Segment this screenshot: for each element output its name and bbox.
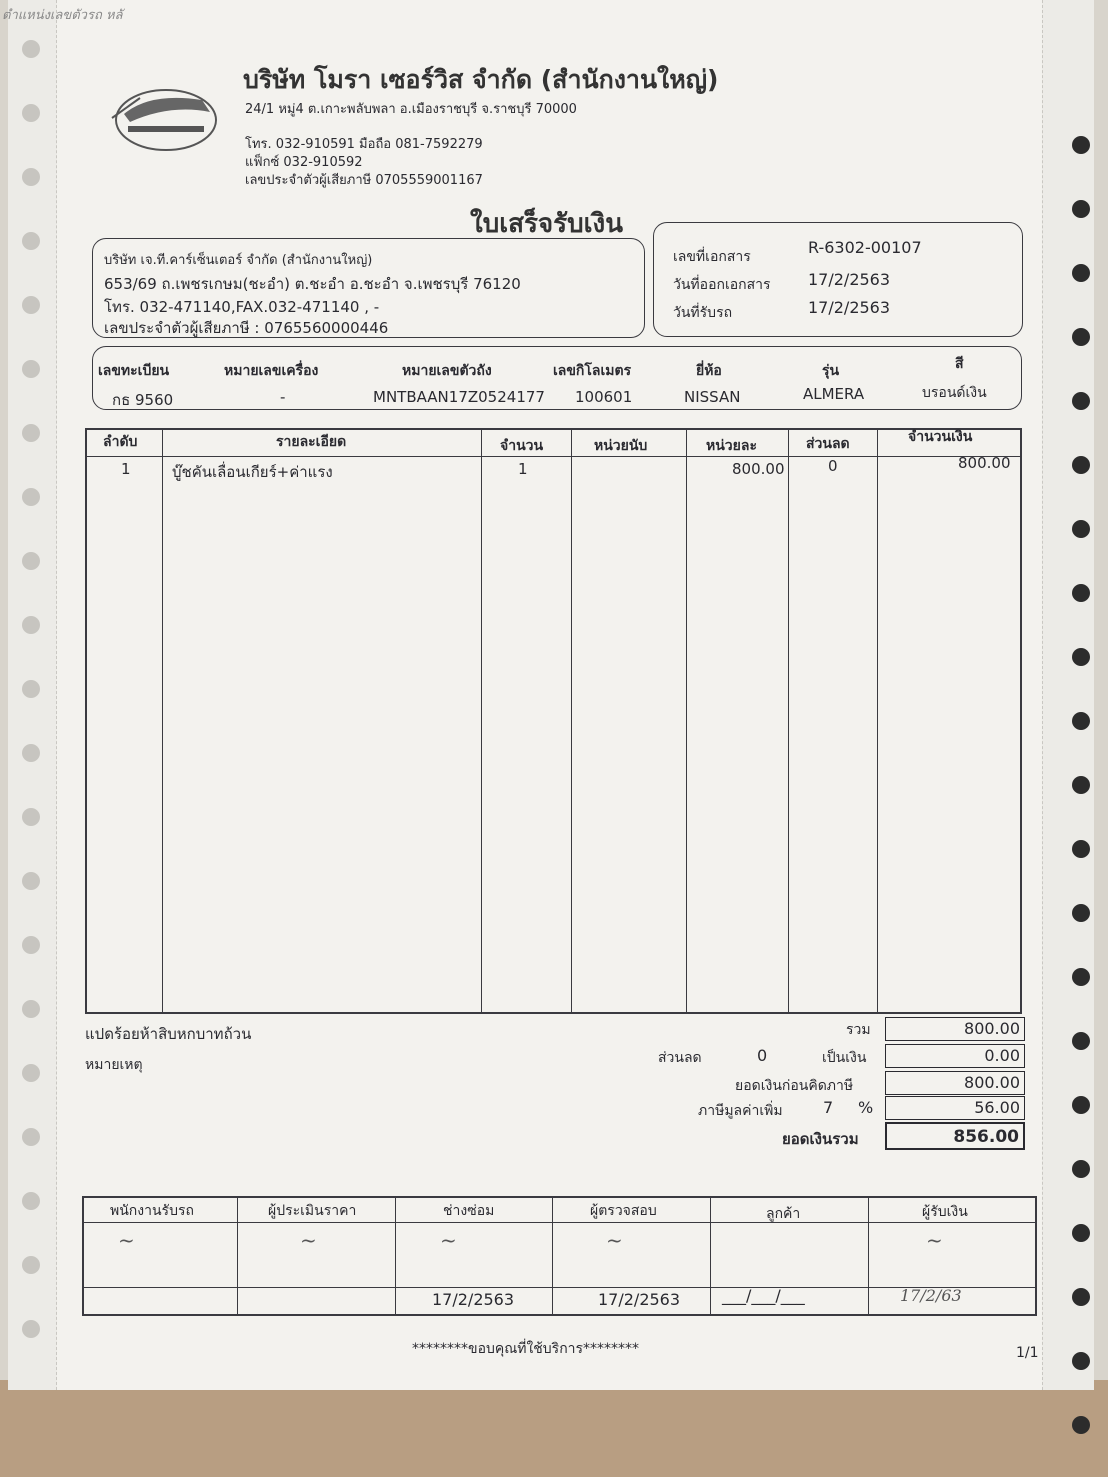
feed-hole-left [22,1192,40,1210]
feed-hole-right [1072,328,1090,346]
signature-estimator: ~ [300,1228,317,1252]
total-label: รวม [846,1022,871,1038]
issue-date-label: วันที่ออกเอกสาร [673,277,771,293]
vehicle-header-model: รุ่น [822,363,840,379]
feed-hole-right [1072,1096,1090,1114]
customer-tax-id: เลขประจำตัวผู้เสียภาษี : 0765560000446 [104,319,389,337]
vehicle-header-chassis: หมายเลขตัวถัง [402,363,492,379]
sig-header-cashier: ผู้รับเงิน [922,1204,968,1220]
feed-hole-right [1072,712,1090,730]
items-table [85,428,1022,1014]
item-discount: 0 [828,457,838,475]
sig-header-receiver: พนักงานรับรถ [110,1203,194,1219]
document-no: R-6302-00107 [808,238,922,257]
feed-hole-left [22,424,40,442]
feed-hole-left [22,232,40,250]
item-amount: 800.00 [958,454,1011,472]
col-header-unit-price: หน่วยละ [706,438,757,454]
document-title: ใบเสร็จรับเงิน [470,209,623,239]
feed-hole-right [1072,1224,1090,1242]
cash-value: 0.00 [885,1044,1025,1068]
vat-rate: 7 [823,1098,834,1117]
sig-header-estimator: ผู้ประเมินราคา [268,1203,357,1219]
feed-hole-left [22,936,40,954]
sig-date-mechanic: 17/2/2563 [432,1290,515,1309]
vat-label: ภาษีมูลค่าเพิ่ม [698,1103,783,1119]
vehicle-header-plate: เลขทะเบียน [98,363,170,379]
item-no: 1 [121,460,131,478]
signature-inspector: ~ [606,1228,623,1252]
feed-hole-left [22,40,40,58]
grand-total-label: ยอดเงินรวม [782,1130,859,1148]
vehicle-header-brand: ยี่ห้อ [696,363,722,379]
receive-date-label: วันที่รับรถ [673,305,733,321]
issue-date: 17/2/2563 [808,270,891,289]
feed-hole-left [22,744,40,762]
feed-hole-right [1072,264,1090,282]
feed-hole-right [1072,392,1090,410]
item-unit-price: 800.00 [732,460,785,478]
signature-mechanic: ~ [440,1228,457,1252]
feed-hole-right [1072,648,1090,666]
signature-table [82,1196,1037,1316]
company-logo [110,78,222,156]
sig-date-inspector: 17/2/2563 [598,1290,681,1309]
amount-in-words: แปดร้อยห้าสิบหกบาทถ้วน [85,1025,252,1043]
col-header-amount: จำนวนเงิน [908,429,973,445]
cash-label: เป็นเงิน [822,1050,867,1066]
item-description: บู๊ชคันเลื่อนเกียร์+ค่าแรง [172,463,333,481]
feed-hole-left [22,680,40,698]
col-header-discount: ส่วนลด [806,436,850,452]
feed-hole-left [22,552,40,570]
sig-date-customer: ___/___/___ [722,1286,805,1305]
customer-address: 653/69 ถ.เพชรเกษม(ชะอำ) ต.ชะอำ อ.ชะอำ จ.เพชรบุรี 76120 [104,275,521,293]
vat-value: 56.00 [885,1096,1025,1120]
sig-header-inspector: ผู้ตรวจสอบ [590,1203,657,1219]
vehicle-plate: กธ 9560 [112,391,174,409]
feed-hole-right [1072,584,1090,602]
feed-hole-left [22,1000,40,1018]
feed-hole-right [1072,200,1090,218]
vat-percent: % [858,1098,874,1117]
feed-hole-right [1072,1352,1090,1370]
signature-cashier: ~ [926,1228,943,1252]
sig-date-cashier: 17/2/63 [900,1286,962,1305]
feed-hole-left [22,296,40,314]
feed-hole-left [22,1128,40,1146]
items-header-divider [85,456,1022,457]
discount-label: ส่วนลด [658,1050,702,1066]
vehicle-brand: NISSAN [684,388,741,406]
feed-hole-right [1072,968,1090,986]
customer-name: บริษัท เจ.ที.คาร์เซ็นเตอร์ จำกัด (สำนักงานใหญ่) [104,253,373,268]
signature-receiver: ~ [118,1228,135,1252]
feed-hole-right [1072,1288,1090,1306]
vehicle-engine: - [280,388,286,406]
feed-hole-right [1072,1032,1090,1050]
grand-total-value: 856.00 [885,1122,1025,1150]
vehicle-model: ALMERA [803,385,865,403]
company-name: บริษัท โมรา เซอร์วิส จำกัด (สำนักงานใหญ่) [243,65,719,94]
feed-hole-left [22,104,40,122]
total-value: 800.00 [885,1017,1025,1041]
sig-header-customer: ลูกค้า [766,1206,801,1222]
feed-hole-right [1072,1416,1090,1434]
company-phone: โทร. 032-910591 มือถือ 081-7592279 [245,137,483,152]
vehicle-header-color: สี [955,356,964,372]
customer-phone: โทร. 032-471140,FAX.032-471140 , - [104,298,380,316]
page-number: 1/1 [1016,1345,1039,1361]
feed-hole-left [22,1256,40,1274]
vehicle-header-engine: หมายเลขเครื่อง [224,363,319,379]
vehicle-chassis: MNTBAAN17Z0524177 [373,388,545,406]
feed-hole-left [22,360,40,378]
feed-hole-left [22,488,40,506]
feed-hole-left [22,1320,40,1338]
vehicle-color: บรอนด์เงิน [922,385,987,401]
col-header-qty: จำนวน [500,438,544,454]
feed-hole-left [22,872,40,890]
receive-date: 17/2/2563 [808,298,891,317]
feed-hole-right [1072,840,1090,858]
feed-hole-right [1072,904,1090,922]
feed-hole-right [1072,520,1090,538]
vehicle-mileage: 100601 [575,388,633,406]
feed-hole-right [1072,1160,1090,1178]
feed-hole-right [1072,776,1090,794]
item-qty: 1 [518,460,528,478]
document-no-label: เลขที่เอกสาร [673,249,751,265]
col-header-unit: หน่วยนับ [594,438,648,454]
remark-label: หมายเหตุ [85,1057,143,1073]
company-address: 24/1 หมู่4 ต.เกาะพลับพลา อ.เมืองราชบุรี จ.ราชบุรี 70000 [245,102,577,117]
col-header-description: รายละเอียด [276,434,347,450]
pretax-value: 800.00 [885,1071,1025,1095]
vehicle-header-mileage: เลขกิโลเมตร [553,363,632,379]
feed-hole-left [22,168,40,186]
feed-hole-right [1072,456,1090,474]
company-tax-id: เลขประจำตัวผู้เสียภาษี 0705559001167 [245,173,483,188]
discount-value: 0 [757,1046,768,1065]
thank-you-footer: ********ขอบคุณที่ใช้บริการ******** [412,1341,640,1357]
sig-header-mechanic: ช่างซ่อม [443,1203,495,1219]
table-surface [0,1380,1108,1477]
col-header-no: ลำดับ [103,434,138,450]
feed-hole-left [22,616,40,634]
feed-hole-left [22,808,40,826]
pretax-label: ยอดเงินก่อนคิดภาษี [735,1078,854,1094]
feed-hole-right [1072,136,1090,154]
company-fax: แฟ็กซ์ 032-910592 [245,155,363,170]
top-note: ตำแหน่งเลขตัวรถ หลั [2,8,123,23]
feed-hole-left [22,1064,40,1082]
